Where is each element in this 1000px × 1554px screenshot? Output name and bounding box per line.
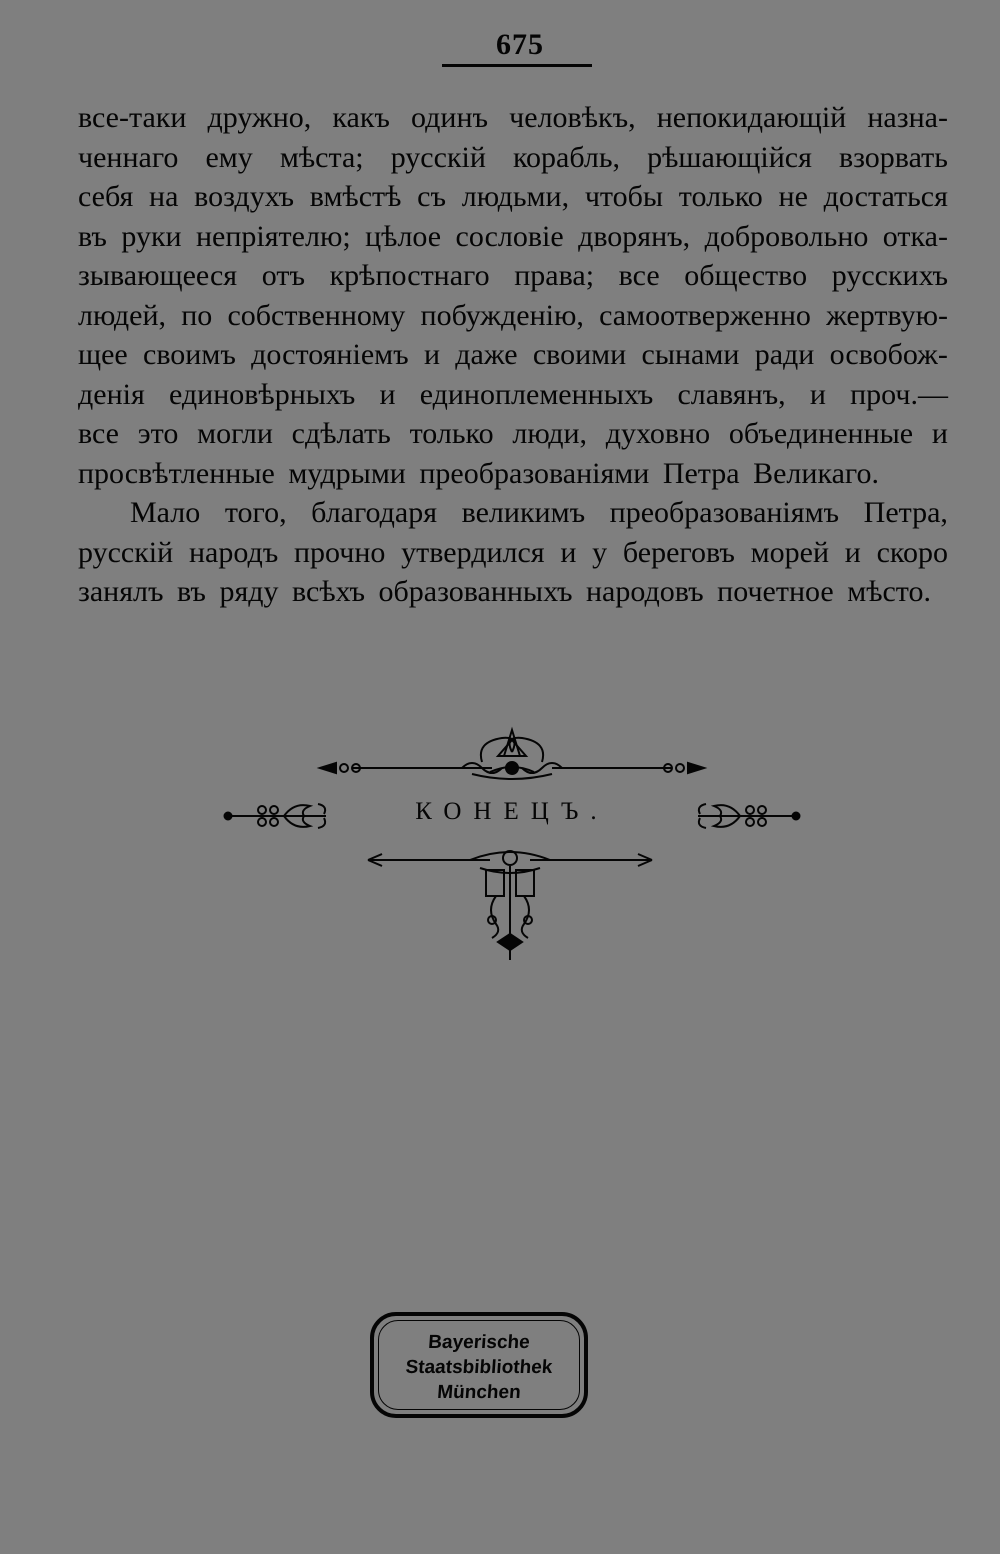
- word: и: [931, 417, 948, 450]
- word: объединенные: [728, 417, 914, 450]
- closing-word: КОНЕЦЪ.: [415, 798, 609, 825]
- word: почетное: [717, 575, 834, 608]
- text-line: [78, 335, 948, 375]
- word: своимъ: [143, 338, 236, 371]
- word: морей: [750, 535, 830, 569]
- word: единоплеменныхъ: [419, 377, 654, 411]
- text-line: [78, 454, 948, 494]
- top-ornament: [312, 722, 712, 782]
- word: утвердился: [401, 535, 545, 569]
- word: вмѣстѣ: [309, 180, 402, 213]
- word: у: [592, 535, 608, 569]
- word: какъ: [332, 101, 390, 134]
- word: преобразованіямъ: [609, 496, 840, 529]
- library-stamp: [370, 1312, 588, 1418]
- word: скоро: [876, 535, 948, 569]
- right-flourish: [690, 798, 802, 838]
- word: и: [844, 535, 861, 569]
- word: достаться: [823, 180, 948, 213]
- word: мѣста;: [279, 140, 364, 174]
- word: въ: [78, 219, 107, 253]
- word: ради: [754, 338, 815, 371]
- word: великимъ: [461, 496, 586, 529]
- stamp-line-2: Staatsbibliothek: [404, 1357, 554, 1378]
- page-number-rule: [442, 64, 592, 67]
- word: народъ: [188, 535, 279, 569]
- word: образованныхъ: [378, 575, 573, 608]
- word: съ: [417, 180, 446, 213]
- body-text: [78, 98, 948, 612]
- word: самоотверженно: [599, 298, 811, 332]
- bottom-ornament: [360, 846, 660, 962]
- word: единовѣрныхъ: [168, 377, 356, 411]
- text-line: [78, 98, 948, 138]
- word: себя: [78, 180, 134, 213]
- word: того,: [224, 496, 287, 529]
- word: прочно: [294, 535, 386, 569]
- word: своими: [532, 338, 627, 371]
- word: всѣхъ: [292, 575, 365, 608]
- word: побужденію,: [420, 298, 584, 332]
- word: люди,: [512, 417, 588, 450]
- word: не: [778, 180, 808, 213]
- word: проч.—: [850, 377, 948, 411]
- word: и: [809, 377, 826, 411]
- text-line: [78, 256, 948, 296]
- word: рѣшающійся: [647, 140, 812, 174]
- word: въ: [177, 575, 206, 608]
- word: людьми,: [461, 180, 570, 213]
- word: мѣсто.: [847, 575, 932, 608]
- word: занялъ: [78, 575, 164, 608]
- word: и: [379, 377, 396, 411]
- text-line: [78, 493, 948, 533]
- word: сословіе: [455, 219, 564, 253]
- word: по: [181, 298, 213, 332]
- word: русскихъ: [831, 259, 948, 292]
- word: одинъ: [411, 101, 489, 134]
- word: дружно,: [207, 101, 312, 134]
- word: общество: [684, 259, 808, 292]
- word: зывающееся: [78, 259, 238, 292]
- word: даже: [455, 338, 518, 371]
- word: благодаря: [311, 496, 438, 529]
- word: жертвую-: [826, 298, 948, 332]
- word: ряду: [219, 575, 279, 608]
- word: и: [560, 535, 577, 569]
- word: назна-: [867, 101, 948, 134]
- word: достояніемъ: [251, 338, 409, 371]
- word: человѣкъ,: [509, 101, 636, 134]
- stamp-line-1: Bayerische: [427, 1332, 531, 1353]
- text-line: [78, 296, 948, 336]
- word: руки: [121, 219, 182, 253]
- word: Петра: [662, 456, 740, 490]
- word: все: [618, 259, 660, 292]
- word: мудрыми: [288, 456, 406, 490]
- word: корабль,: [513, 140, 621, 174]
- word: преобразованіями: [419, 456, 650, 490]
- text-line: [78, 217, 948, 257]
- word: взорвать: [838, 140, 948, 174]
- word: людей,: [78, 298, 166, 332]
- word: только: [678, 180, 763, 213]
- word: собственному: [227, 298, 406, 332]
- word: славянъ,: [677, 377, 786, 411]
- word: чтобы: [584, 180, 664, 213]
- word: дворянъ,: [578, 219, 691, 253]
- word: отка-: [882, 219, 948, 253]
- text-line: [78, 414, 948, 454]
- word: добровольно: [704, 219, 869, 253]
- word: ченнаго: [78, 140, 179, 174]
- word: береговъ: [622, 535, 735, 569]
- word: воздухъ: [194, 180, 295, 213]
- word: права;: [514, 259, 595, 292]
- word: цѣлое: [365, 219, 442, 253]
- stamp-line-3: München: [436, 1382, 522, 1403]
- page-number: 675: [496, 28, 544, 61]
- word: сынами: [641, 338, 740, 371]
- text-line: [78, 533, 948, 573]
- word: отъ: [261, 259, 305, 292]
- text-line: [78, 138, 948, 178]
- word: могли: [197, 417, 273, 450]
- text-line: [78, 177, 948, 217]
- word: на: [149, 180, 179, 213]
- word: просвѣтленные: [78, 456, 275, 490]
- word: все-таки: [78, 101, 187, 134]
- word: русскій: [78, 535, 174, 569]
- word: крѣпостнаго: [329, 259, 490, 292]
- word: денія: [78, 377, 145, 411]
- word: и: [423, 338, 440, 371]
- text-line: [78, 572, 948, 612]
- word: Мало: [130, 496, 201, 529]
- word: духовно: [605, 417, 711, 450]
- word: непокидающій: [656, 101, 847, 134]
- word: ему: [205, 140, 253, 174]
- word: русскій: [390, 140, 486, 174]
- word: непріятелю;: [195, 219, 351, 253]
- word: все: [78, 417, 119, 450]
- text-line: [78, 375, 948, 415]
- word: Великаго.: [753, 456, 879, 490]
- word: освобож-: [829, 338, 948, 371]
- word: сдѣлать: [291, 417, 391, 450]
- word: Петра,: [863, 496, 948, 529]
- word: народовъ: [585, 575, 704, 608]
- word: это: [137, 417, 179, 450]
- word: щее: [78, 338, 128, 371]
- word: только: [409, 417, 494, 450]
